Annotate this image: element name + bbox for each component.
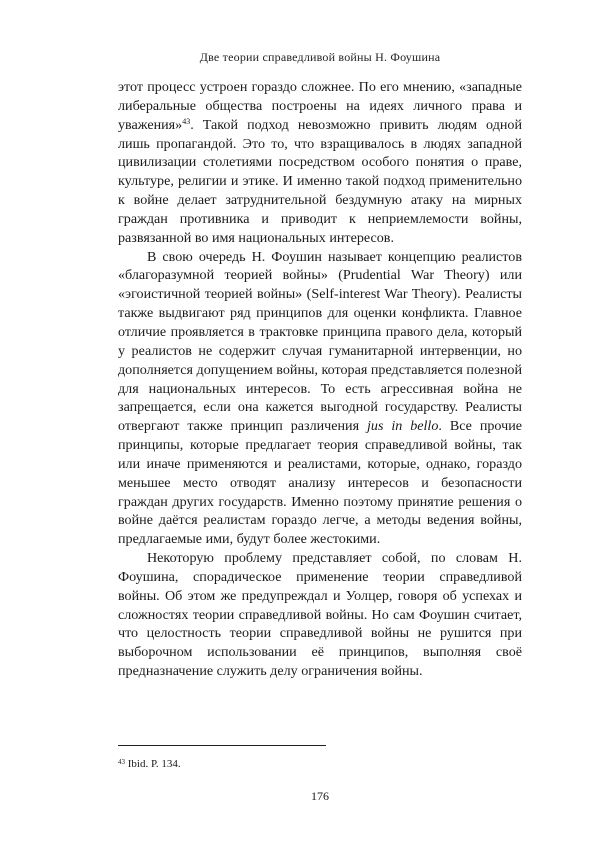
paragraph-2 xyxy=(118,248,522,550)
footnote-text: Ibid. P. 134. xyxy=(125,758,181,770)
running-head: Две теории справедливой войны Н. Фоушина xyxy=(199,50,441,64)
paragraph-2-text-a: В свою очередь Н. Фоушин называет концепцию реалистов «благоразумной теорией войны» (Prudential War Theory) или «эгоистичной теорией войны» (Self-interest War Theory). Реалисты также выдвигают ряд принципов для оценки конфликта. Главное отличие проявляется в трактовке принципа правого дела, который у реалистов не содержит случая гуманитарной интервенции, но дополняется допущением войны, которая представляется полезной для национальных интересов. То есть агрессивная война не запрещается, если она кажется выгодной государству. Реалисты отвергают также принцип различения xyxy=(118,248,522,435)
footnote-number: 43 xyxy=(118,758,125,766)
body-text xyxy=(118,78,522,681)
paragraph-2-text-b: . Все прочие принципы, которые предлагает теория справедливой войны, так или иначе применяются и реалистами, которые, однако, гораздо меньшее место отводят анализу интересов и безопасности граждан других государств. Именно поэтому принятие решения о войне даётся реалистам гораздо легче, а методы ведения войны, предлагаемые ими, будут более жестокими. xyxy=(118,418,522,548)
paragraph-3: Некоторую проблему представляет собой, по словам Н. Фоушина, спорадическое применение теории справедливой войны. Об этом же предупреждал и Уолцер, говоря об успехах и сложностях теории справедливой войны. Но сам Фоушин считает, что целостность теории справедливой войны не рушится при выборочном использовании её принципов, выполняя своё предназначение служить делу ограничения войны. xyxy=(118,550,522,680)
footnote-reference: 43 xyxy=(182,116,191,126)
paragraph-1-text-a: этот процесс устроен гораздо сложнее. По его мнению, «западные либеральные общества построены на идеях личного права и уважения» xyxy=(118,79,522,133)
paragraph-1 xyxy=(118,78,522,248)
footnote xyxy=(118,758,522,771)
paragraph-1-text-b: . Такой подход невозможно привить людям одной лишь пропагандой. Это то, что взращивалось в людях западной цивилизации столетиями посредством особого понятия о праве, культуре, религии и этике. И именно такой подход применительно к войне делает затруднительной бездумную атаку на мирных граждан противника и приводит к неприемлемости войны, развязанной во имя национальных интересов. xyxy=(118,116,522,246)
footnote-divider xyxy=(118,745,326,746)
page-number: 176 xyxy=(311,789,329,803)
latin-term: jus in bello xyxy=(366,418,439,435)
